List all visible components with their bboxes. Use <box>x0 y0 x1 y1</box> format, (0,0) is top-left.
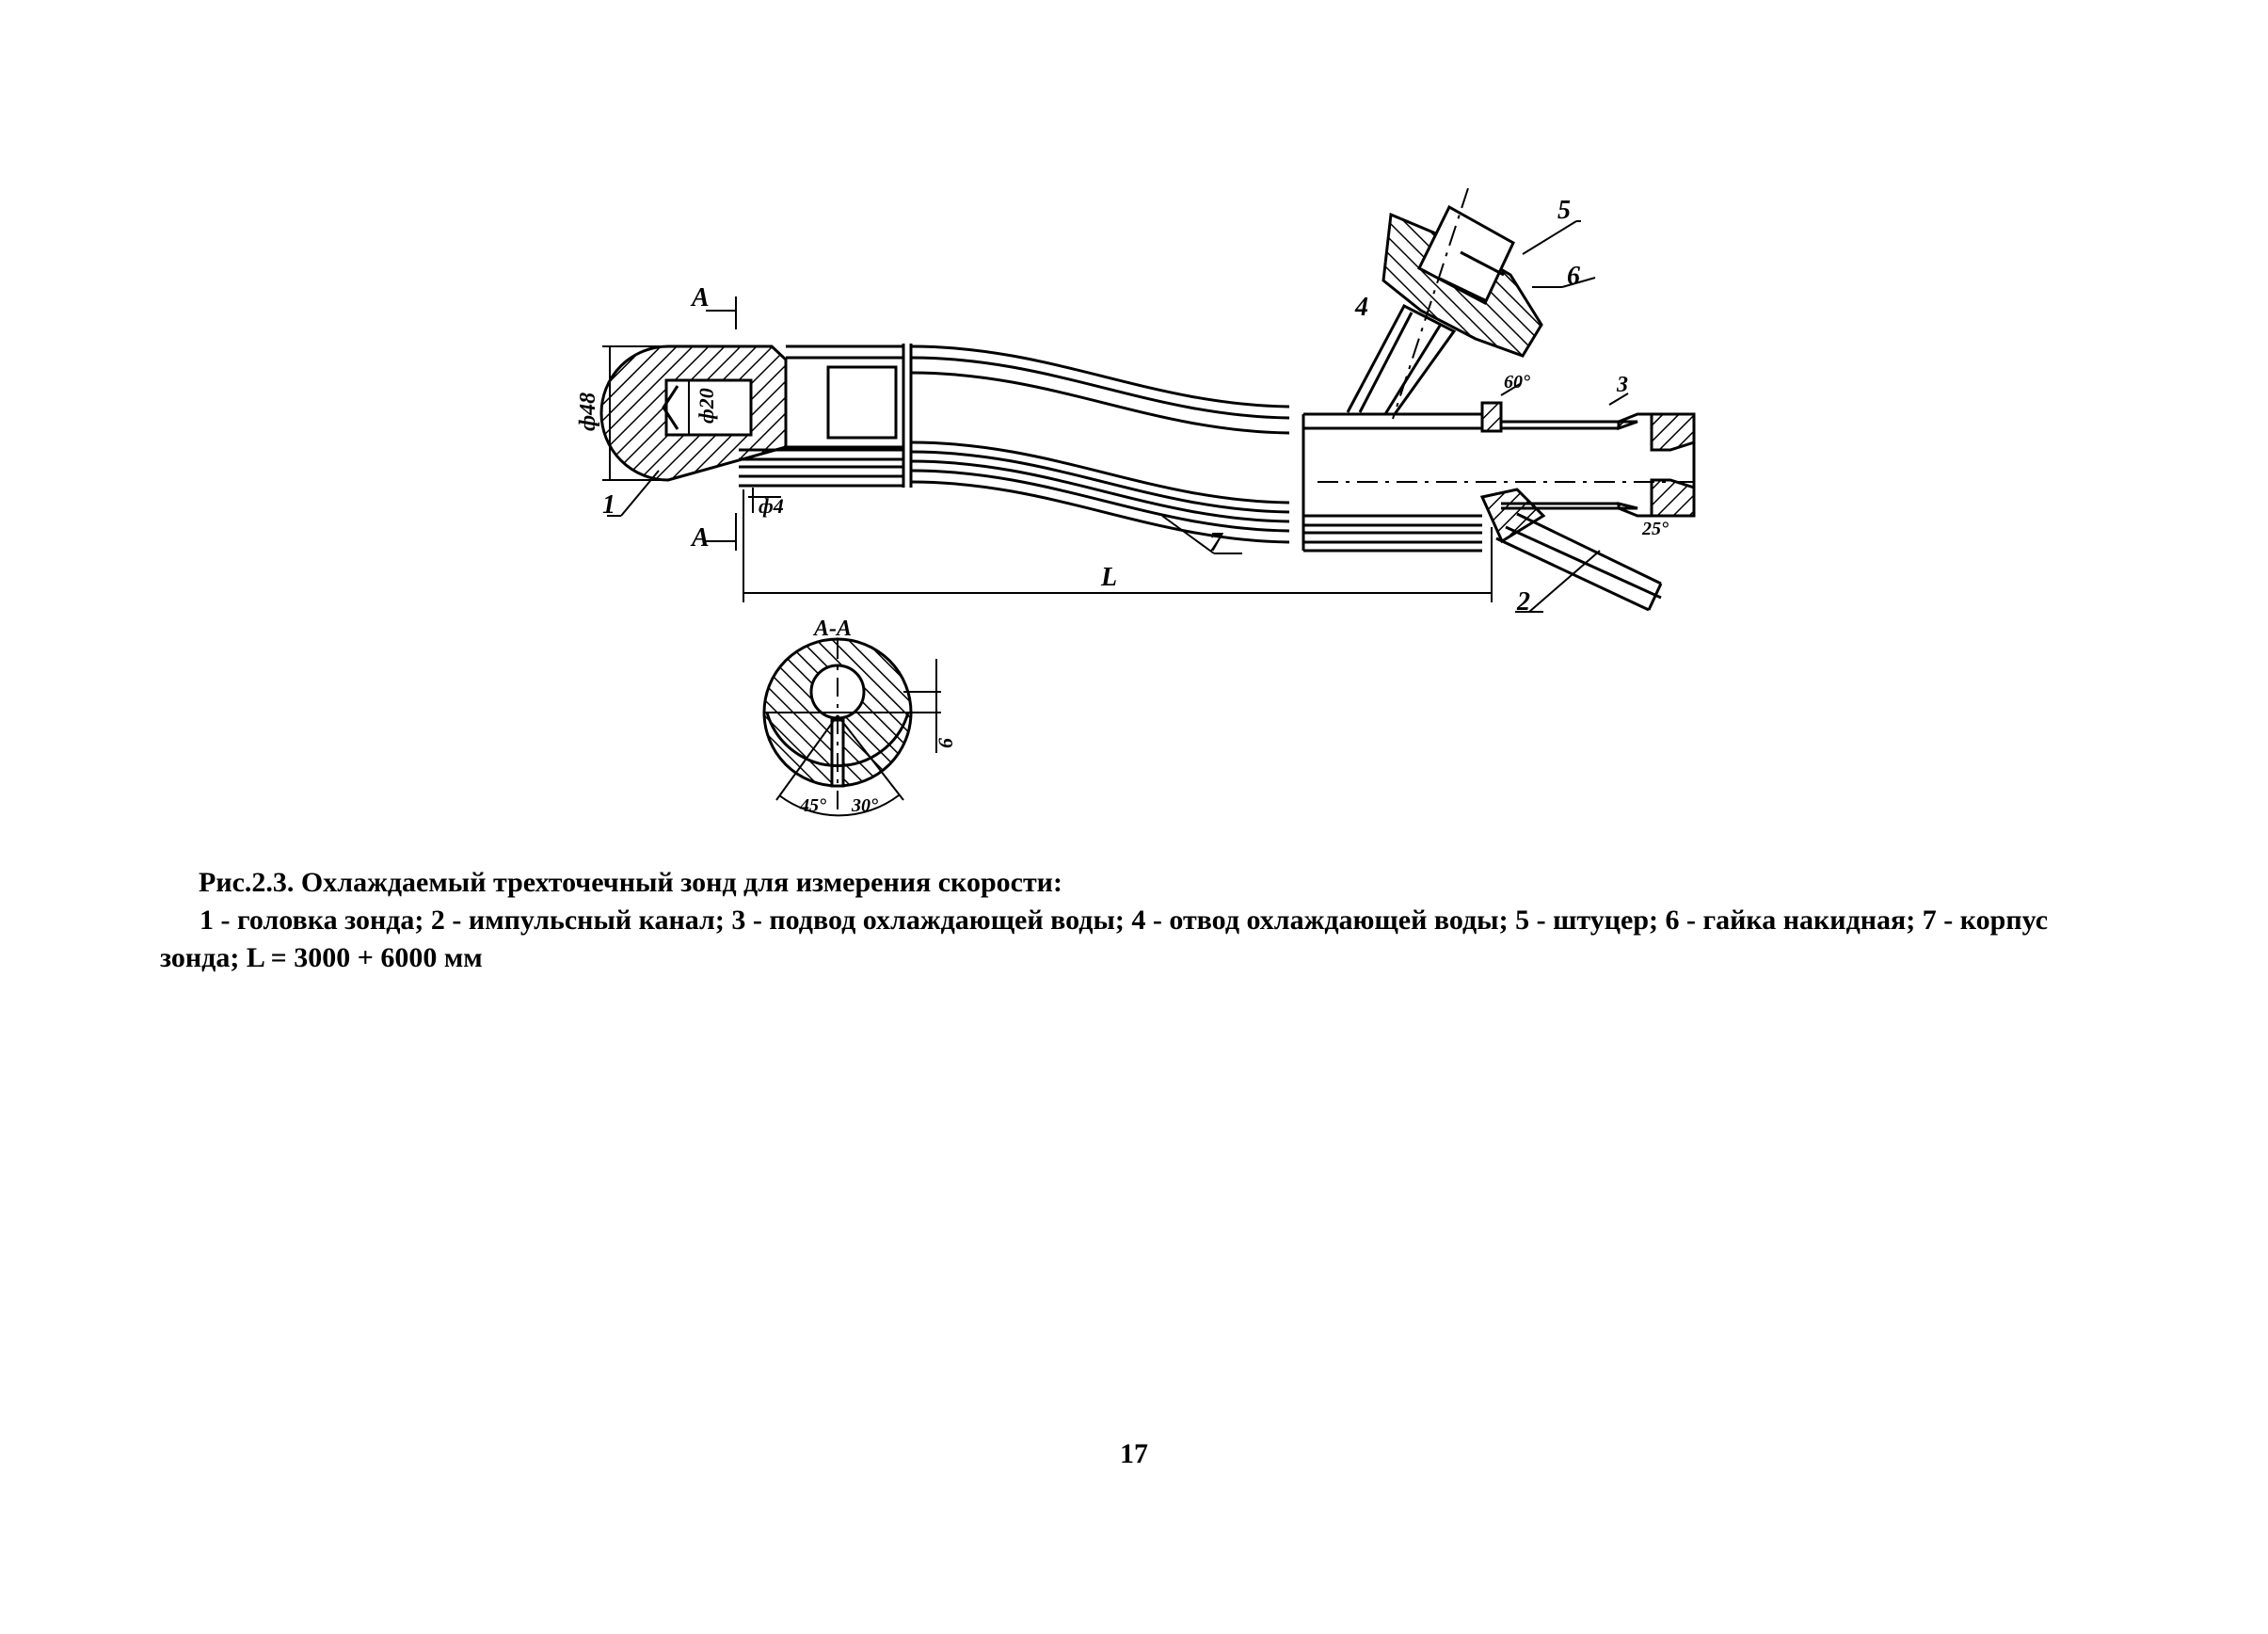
probe-body-curved <box>911 346 1289 542</box>
part-number-1: 1 <box>602 490 615 520</box>
part-number-2: 2 <box>1517 587 1530 617</box>
figure-caption <box>160 864 2117 977</box>
part-number-4: 4 <box>1355 293 1368 322</box>
part-number-6: 6 <box>1567 262 1580 291</box>
section-mark-bottom: А <box>692 523 710 553</box>
page-number: 17 <box>1120 1438 1148 1469</box>
section-title: А-А <box>814 617 853 641</box>
dimension-hole-diameter: ф4 <box>759 494 784 518</box>
dimension-angle-fitting: 60° <box>1504 372 1530 392</box>
dimension-bore-diameter: ф20 <box>695 388 718 424</box>
part-number-7: 7 <box>1209 528 1222 557</box>
dimension-angle-channel: 25° <box>1642 519 1669 539</box>
dimension-angle-left: 45° <box>800 795 826 816</box>
figure-caption-title: Рис.2.3. Охлаждаемый трехточечный зонд для измерения скорости: <box>199 867 1062 898</box>
dimension-length: L <box>1101 563 1118 592</box>
part-number-5: 5 <box>1557 196 1571 225</box>
section-mark-top: А <box>692 283 710 312</box>
dimension-offset: 6 <box>934 738 957 748</box>
figure-caption-legend: 1 - головка зонда; 2 - импульсный канал; 3 - подвод охлаждающей воды; 4 - отвод охлаждающей воды; 5 - штуцер; 6 - гайка накидная; 7 - корпус зонда; L = 3000 + 6000 мм <box>160 905 2049 973</box>
dimension-head-diameter: ф48 <box>576 392 600 431</box>
section-a-a <box>764 639 941 815</box>
part-number-3: 3 <box>1617 373 1628 397</box>
dimension-angle-right: 30° <box>852 795 878 816</box>
